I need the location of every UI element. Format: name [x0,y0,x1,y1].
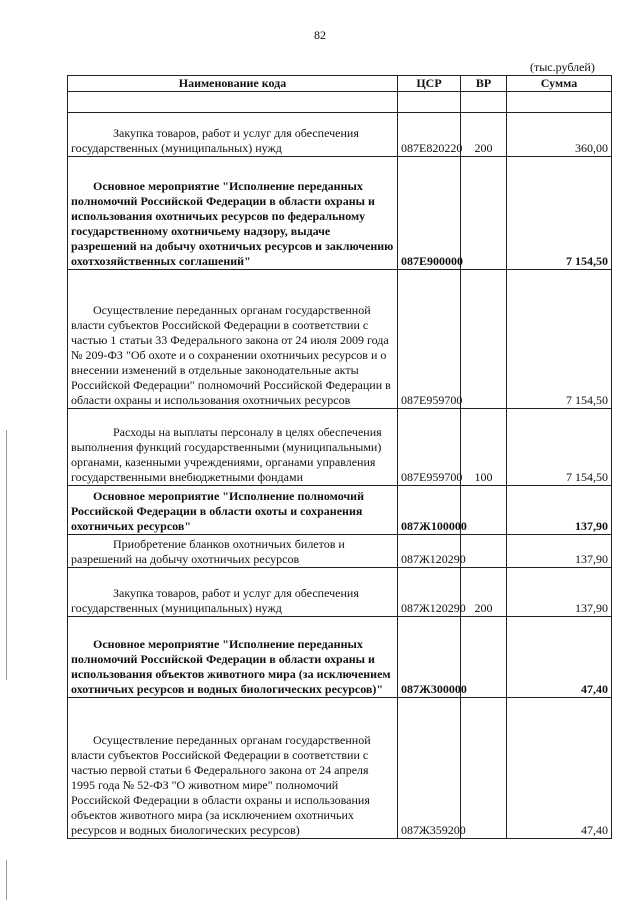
row-vr: 100 [461,409,507,486]
table-row [68,568,612,617]
row-vr: 200 [461,568,507,617]
row-code: 087Е959700 [398,270,461,409]
row-code: 087Ж300000 [398,617,461,698]
table-row [68,157,612,270]
row-sum: 47,40 [507,617,612,698]
row-name: Закупка товаров, работ и услуг для обеспечения государственных (муниципальных) нужд [71,126,359,155]
row-code: 087Ж359200 [398,698,461,839]
row-vr [461,535,507,568]
budget-table [67,75,612,839]
row-sum: 7 154,50 [507,409,612,486]
row-sum: 7 154,50 [507,270,612,409]
row-name: Основное мероприятие "Исполнение переданных полномочий Российской Федерации в области охраны и использования охотничьих ресурсов по федеральному государственному охотничьему надзору, выдаче разрешений на добычу охотничьих ресурсов и заключению охотхозяйственных соглашений" [71,179,394,268]
row-sum: 360,00 [507,113,612,157]
scan-margin-mark [6,860,7,900]
row-name: Расходы на выплаты персоналу в целях обеспечения выполнения функций государственными (муниципальными) органами, казенными учреждениями, органами управления государственными внебюджетными фондами [71,425,382,484]
table-header-row [68,76,612,92]
scan-margin-mark [6,430,7,680]
row-name: Осуществление переданных органам государственной власти субъектов Российской Федерации в соответствии с частью первой статьи 6 Федерального закона от 24 апреля 1995 года № 52-ФЗ "О животном мире" полномочий Российской Федерации в области охраны и использования объектов животного мира (за исключением охотничьих ресурсов и водных биологических ресурсов) [71,733,371,837]
row-name: Осуществление переданных органам государственной власти субъектов Российской Федерации в соответствии с частью 1 статьи 33 Федерального закона от 24 июля 2009 года № 209-ФЗ "Об охоте и о сохранении охотничьих ресурсов и о внесении изменений в отдельные законодательные акты Российской Федерации" полномочий Российской Федерации в области охраны и использования охотничьих ресурсов [71,303,391,407]
row-sum: 47,40 [507,698,612,839]
table-row [68,698,612,839]
row-vr [461,270,507,409]
table-row [68,535,612,568]
column-header-name: Наименование кода [68,76,398,92]
row-sum: 137,90 [507,535,612,568]
row-code: 087Ж120290 [398,568,461,617]
row-vr [461,157,507,270]
table-row [68,270,612,409]
table-row [68,617,612,698]
row-vr [461,486,507,535]
row-vr [461,698,507,839]
table-spacer-row [68,92,612,113]
table-row [68,486,612,535]
row-sum: 137,90 [507,568,612,617]
row-vr [461,617,507,698]
table-row [68,409,612,486]
column-header-sum: Сумма [507,76,612,92]
row-name: Основное мероприятие "Исполнение полномочий Российской Федерации в области охоты и сохранения охотничьих ресурсов" [71,489,364,533]
row-sum: 137,90 [507,486,612,535]
row-name: Основное мероприятие "Исполнение переданных полномочий Российской Федерации в области охраны и использования объектов животного мира (за исключением охотничьих ресурсов и водных биологических ресурсов)" [71,637,391,696]
row-code: 087Е820220 [398,113,461,157]
column-header-vr: ВР [461,76,507,92]
column-header-csr: ЦСР [398,76,461,92]
row-name: Приобретение бланков охотничьих билетов и разрешений на добычу охотничьих ресурсов [71,537,345,566]
row-code: 087Ж120290 [398,535,461,568]
row-sum: 7 154,50 [507,157,612,270]
table-row [68,113,612,157]
row-vr: 200 [461,113,507,157]
page-number: 82 [314,28,326,42]
row-name: Закупка товаров, работ и услуг для обеспечения государственных (муниципальных) нужд [71,586,359,615]
row-code: 087Е959700 [398,409,461,486]
units-label: (тыс.рублей) [530,60,595,74]
row-code: 087Е900000 [398,157,461,270]
row-code: 087Ж100000 [398,486,461,535]
